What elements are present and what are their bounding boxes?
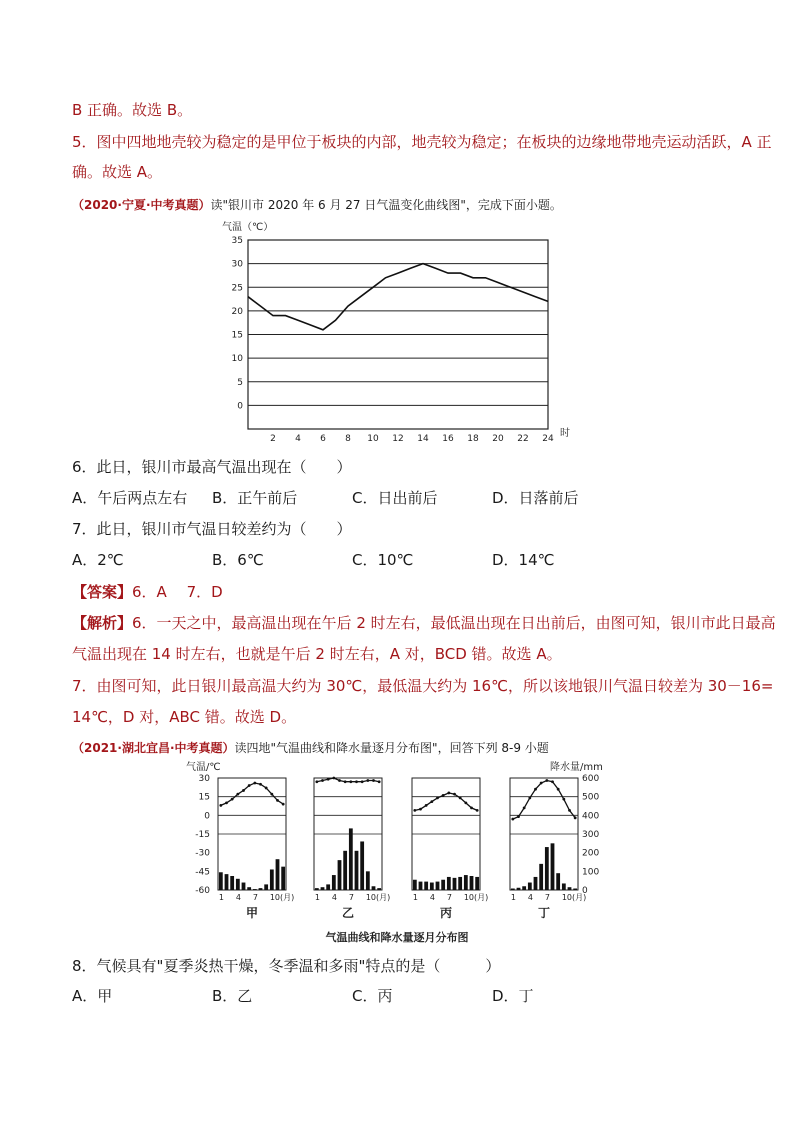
precipitation-bar xyxy=(534,877,538,890)
temperature-point xyxy=(528,797,531,800)
temperature-point xyxy=(523,806,526,809)
chart1-xtick-label: 18 xyxy=(467,434,479,444)
q7-option-c[interactable]: C．10℃ xyxy=(352,551,414,569)
answer-text: 6．A 7．D xyxy=(132,583,223,601)
temperature-point xyxy=(253,782,256,785)
chart2-left-tick-label: -60 xyxy=(195,886,210,896)
precipitation-bar xyxy=(332,875,336,890)
precipitation-bar xyxy=(464,875,468,890)
climate-panel-2 xyxy=(412,778,488,920)
temperature-point xyxy=(540,782,543,785)
temperature-point xyxy=(568,809,571,812)
precipitation-bar xyxy=(430,883,434,890)
chart1-xtick-label: 14 xyxy=(417,434,429,444)
precipitation-bar xyxy=(551,843,555,890)
chart1-xtick-label: 16 xyxy=(442,434,454,444)
precipitation-bar xyxy=(315,888,319,890)
q7-option-d[interactable]: D．14℃ xyxy=(492,551,555,569)
chart2-xtick-label: 4 xyxy=(429,893,435,902)
chart2-xtick-label: 7 xyxy=(252,893,258,902)
temperature-point xyxy=(344,780,347,783)
chart1-xtick-label: 12 xyxy=(392,434,404,444)
climate-panel-1 xyxy=(314,777,390,920)
q6-option-d[interactable]: D．日落前后 xyxy=(492,489,579,507)
temperature-point xyxy=(259,783,262,786)
temperature-point xyxy=(557,788,560,791)
temperature-point xyxy=(327,778,330,781)
temperature-point xyxy=(442,794,445,797)
temperature-point xyxy=(265,787,268,790)
analysis-line-2: 气温出现在 14 时左右，也就是午后 2 时左右，A 对，BCD 错。故选 A。 xyxy=(72,645,562,663)
temperature-point xyxy=(361,780,364,783)
temperature-point xyxy=(349,780,352,783)
temperature-point xyxy=(459,797,462,800)
q6-option-a[interactable]: A．午后两点左右 xyxy=(72,489,188,507)
precipitation-bar xyxy=(424,882,428,890)
temperature-point xyxy=(453,793,456,796)
chart1-xtick-label: 24 xyxy=(542,434,554,444)
temperature-point xyxy=(464,801,467,804)
temperature-point xyxy=(378,780,381,783)
chart1-ytick-label: 35 xyxy=(231,236,243,246)
chart2-xtick-label: 1 xyxy=(412,893,418,902)
chart2-right-tick-label: 0 xyxy=(582,886,588,896)
chart1-ytick-label: 25 xyxy=(231,283,243,294)
chart2-xtick-label: 7 xyxy=(348,893,354,902)
temperature-point xyxy=(282,803,285,806)
chart1-xtick-label: 2 xyxy=(270,434,276,444)
precipitation-bar xyxy=(360,841,364,890)
precipitation-bar xyxy=(349,828,353,890)
precipitation-bar xyxy=(539,864,543,890)
precipitation-bar xyxy=(242,883,246,890)
temperature-point xyxy=(315,780,318,783)
analysis-line-4: 14℃，D 对，ABC 错。故选 D。 xyxy=(72,708,297,726)
precipitation-bar xyxy=(343,851,347,890)
chart1-ytick-label: 15 xyxy=(231,330,243,341)
precipitation-bar xyxy=(230,876,234,890)
temperature-point xyxy=(476,809,479,812)
analysis-text-1: 6．一天之中，最高温出现在午后 2 时左右，最低温出现在日出前后，由图可知，银川市此日最高 xyxy=(132,614,776,632)
question-block-2-header xyxy=(72,737,549,758)
precipitation-bar xyxy=(377,888,381,890)
chart2-xtick-label: 10(月) xyxy=(463,893,489,902)
precipitation-bar xyxy=(511,889,515,890)
analysis-label: 【解析】 xyxy=(72,614,133,632)
climate-panel-3 xyxy=(510,778,586,920)
question-intro: 读"银川市 2020 年 6 月 27 日气温变化曲线图"，完成下面小题。 xyxy=(210,198,562,212)
precipitation-bar xyxy=(436,882,440,890)
chart1-ytick-label: 10 xyxy=(231,354,243,365)
precipitation-bar xyxy=(225,874,229,890)
precipitation-bar xyxy=(326,884,330,890)
precipitation-bar xyxy=(219,872,223,890)
text-line-1: B 正确。故选 B。 xyxy=(72,101,193,119)
precipitation-bar xyxy=(259,888,263,890)
precipitation-bar xyxy=(528,883,532,890)
precipitation-bar xyxy=(413,880,417,890)
chart2-left-tick-label: -30 xyxy=(195,848,210,859)
question-6-stem: 6．此日，银川市最高气温出现在（ ） xyxy=(72,458,352,476)
precipitation-bar xyxy=(247,887,251,890)
chart2-right-axis-label: 降水量/mm xyxy=(550,762,603,773)
chart2-xtick-label: 7 xyxy=(544,893,550,902)
chart2-left-tick-label: 15 xyxy=(198,792,210,803)
question-block-1-header xyxy=(72,194,562,215)
chart1-xtick-label: 10 xyxy=(367,434,379,444)
precipitation-bar xyxy=(453,878,457,890)
precipitation-bar xyxy=(355,851,359,890)
precipitation-bar xyxy=(517,888,521,890)
chart1-ytick-label: 30 xyxy=(231,259,243,270)
chart1-xtick-label: 22 xyxy=(517,434,529,444)
temperature-point xyxy=(413,809,416,812)
question-7-stem: 7．此日，银川市气温日较差约为（ ） xyxy=(72,520,352,538)
temperature-point xyxy=(270,793,273,796)
chart2-right-tick-label: 300 xyxy=(582,830,600,840)
text-line-2: 5．图中四地地壳较为稳定的是甲位于板块的内部，地壳较为稳定；在板块的边缘地带地壳运动活跃，A 正 xyxy=(72,133,772,151)
analysis-line-3: 7．由图可知，此日银川最高温大约为 30℃，最低温大约为 16℃，所以该地银川气温日较差为 30－16= xyxy=(72,677,774,695)
temperature-point xyxy=(248,784,251,787)
q7-option-a[interactable]: A．2℃ xyxy=(72,551,124,569)
precipitation-bar xyxy=(556,873,560,890)
q8-option-a[interactable]: A．甲 xyxy=(72,987,113,1005)
temperature-point xyxy=(545,779,548,782)
text-line-3: 确。故选 A。 xyxy=(72,163,163,181)
temperature-point xyxy=(551,780,554,783)
temperature-point xyxy=(534,788,537,791)
chart2-left-tick-label: 30 xyxy=(198,774,210,784)
temperature-point xyxy=(447,792,450,795)
chart2-xtick-label: 10(月) xyxy=(269,893,295,902)
chart2-xtick-label: 1 xyxy=(314,893,320,902)
precipitation-bar xyxy=(264,884,268,890)
precipitation-bar xyxy=(276,859,280,890)
chart2-left-tick-label: 0 xyxy=(204,811,210,822)
temperature-point xyxy=(436,797,439,800)
answer-line xyxy=(72,582,223,602)
precipitation-bar xyxy=(338,860,342,890)
chart2-xtick-label: 1 xyxy=(218,893,224,902)
temperature-line-chart xyxy=(218,215,578,450)
temperature-point xyxy=(242,789,245,792)
chart2-xtick-label: 10(月) xyxy=(365,893,391,902)
temperature-point xyxy=(219,804,222,807)
temperature-point xyxy=(366,779,369,782)
analysis-line-1 xyxy=(72,613,776,633)
temperature-point xyxy=(517,815,520,818)
question-source: （2020·宁夏·中考真题） xyxy=(72,198,211,212)
chart1-ylabel: 气温（℃） xyxy=(222,222,274,233)
temperature-point xyxy=(574,816,577,819)
q6-option-c[interactable]: C．日出前后 xyxy=(352,489,438,507)
chart2-left-axis-label: 气温/℃ xyxy=(186,762,221,773)
question-source-2: （2021·湖北宜昌·中考真题） xyxy=(72,741,235,755)
climate-charts-figure xyxy=(182,758,612,948)
temperature-point xyxy=(338,779,341,782)
question-intro-2: 读四地"气温曲线和降水量逐月分布图"，回答下列 8-9 小题 xyxy=(234,741,549,755)
chart1-xlabel: 时 xyxy=(560,428,570,439)
temperature-point xyxy=(470,806,473,809)
precipitation-bar xyxy=(321,887,325,890)
chart1-ytick-label: 0 xyxy=(237,401,243,412)
precipitation-bar xyxy=(562,883,566,890)
temperature-point xyxy=(225,801,228,804)
climate-panel-name: 甲 xyxy=(245,906,259,920)
chart2-xtick-label: 4 xyxy=(527,893,533,902)
chart2-right-tick-label: 100 xyxy=(582,867,600,878)
precipitation-bar xyxy=(447,877,451,890)
precipitation-bar xyxy=(419,882,423,890)
chart2-xtick-label: 10(月) xyxy=(561,893,587,902)
climate-panel-name: 乙 xyxy=(341,906,355,920)
precipitation-bar xyxy=(573,889,577,890)
precipitation-bar xyxy=(568,887,572,890)
precipitation-bar xyxy=(475,877,479,890)
temperature-point xyxy=(511,818,514,821)
temperature-point xyxy=(430,800,433,803)
chart2-title: 气温曲线和降水量逐月分布图 xyxy=(325,931,469,944)
climate-panel-name: 丙 xyxy=(439,906,453,920)
chart2-right-tick-label: 200 xyxy=(582,848,600,859)
temperature-point xyxy=(562,798,565,801)
answer-label: 【答案】 xyxy=(72,583,133,601)
precipitation-bar xyxy=(545,847,549,890)
temperature-point xyxy=(419,808,422,811)
chart1-ytick-label: 20 xyxy=(231,306,243,317)
precipitation-bar xyxy=(366,871,370,890)
q7-option-b[interactable]: B．6℃ xyxy=(212,551,264,569)
temperature-point xyxy=(231,798,234,801)
chart2-xtick-label: 4 xyxy=(331,893,337,902)
chart2-left-tick-label: -15 xyxy=(195,830,210,840)
chart2-right-tick-label: 600 xyxy=(582,774,600,784)
chart1-xtick-label: 20 xyxy=(492,434,504,444)
q8-option-c[interactable]: C．丙 xyxy=(352,987,393,1005)
chart1-xtick-label: 4 xyxy=(295,434,301,444)
question-8-stem: 8．气候具有"夏季炎热干燥，冬季温和多雨"特点的是（ ） xyxy=(72,957,501,975)
temperature-point xyxy=(355,780,358,783)
chart1-xtick-label: 6 xyxy=(320,434,326,444)
chart2-left-tick-label: -45 xyxy=(195,867,210,878)
q8-option-b[interactable]: B．乙 xyxy=(212,987,253,1005)
climate-panel-0 xyxy=(218,778,294,920)
chart1-xtick-label: 8 xyxy=(345,434,351,444)
temperature-point xyxy=(321,779,324,782)
precipitation-bar xyxy=(522,886,526,890)
chart1-ytick-label: 5 xyxy=(237,377,243,388)
chart2-right-tick-label: 500 xyxy=(582,792,600,803)
chart2-xtick-label: 7 xyxy=(446,893,452,902)
precipitation-bar xyxy=(458,877,462,890)
precipitation-bar xyxy=(281,867,285,890)
precipitation-bar xyxy=(470,876,474,890)
temperature-point xyxy=(236,793,239,796)
chart2-xtick-label: 4 xyxy=(235,893,241,902)
chart2-xtick-label: 1 xyxy=(510,893,516,902)
precipitation-bar xyxy=(253,889,257,890)
temperature-point xyxy=(276,799,279,802)
temperature-point xyxy=(372,779,375,782)
temperature-point xyxy=(425,804,428,807)
precipitation-bar xyxy=(236,879,240,890)
q8-option-d[interactable]: D．丁 xyxy=(492,987,534,1005)
chart2-right-tick-label: 400 xyxy=(582,811,600,822)
precipitation-bar xyxy=(441,880,445,890)
temperature-point xyxy=(332,777,335,780)
precipitation-bar xyxy=(270,869,274,890)
climate-panel-name: 丁 xyxy=(537,906,551,920)
precipitation-bar xyxy=(372,886,376,890)
q6-option-b[interactable]: B．正午前后 xyxy=(212,489,298,507)
